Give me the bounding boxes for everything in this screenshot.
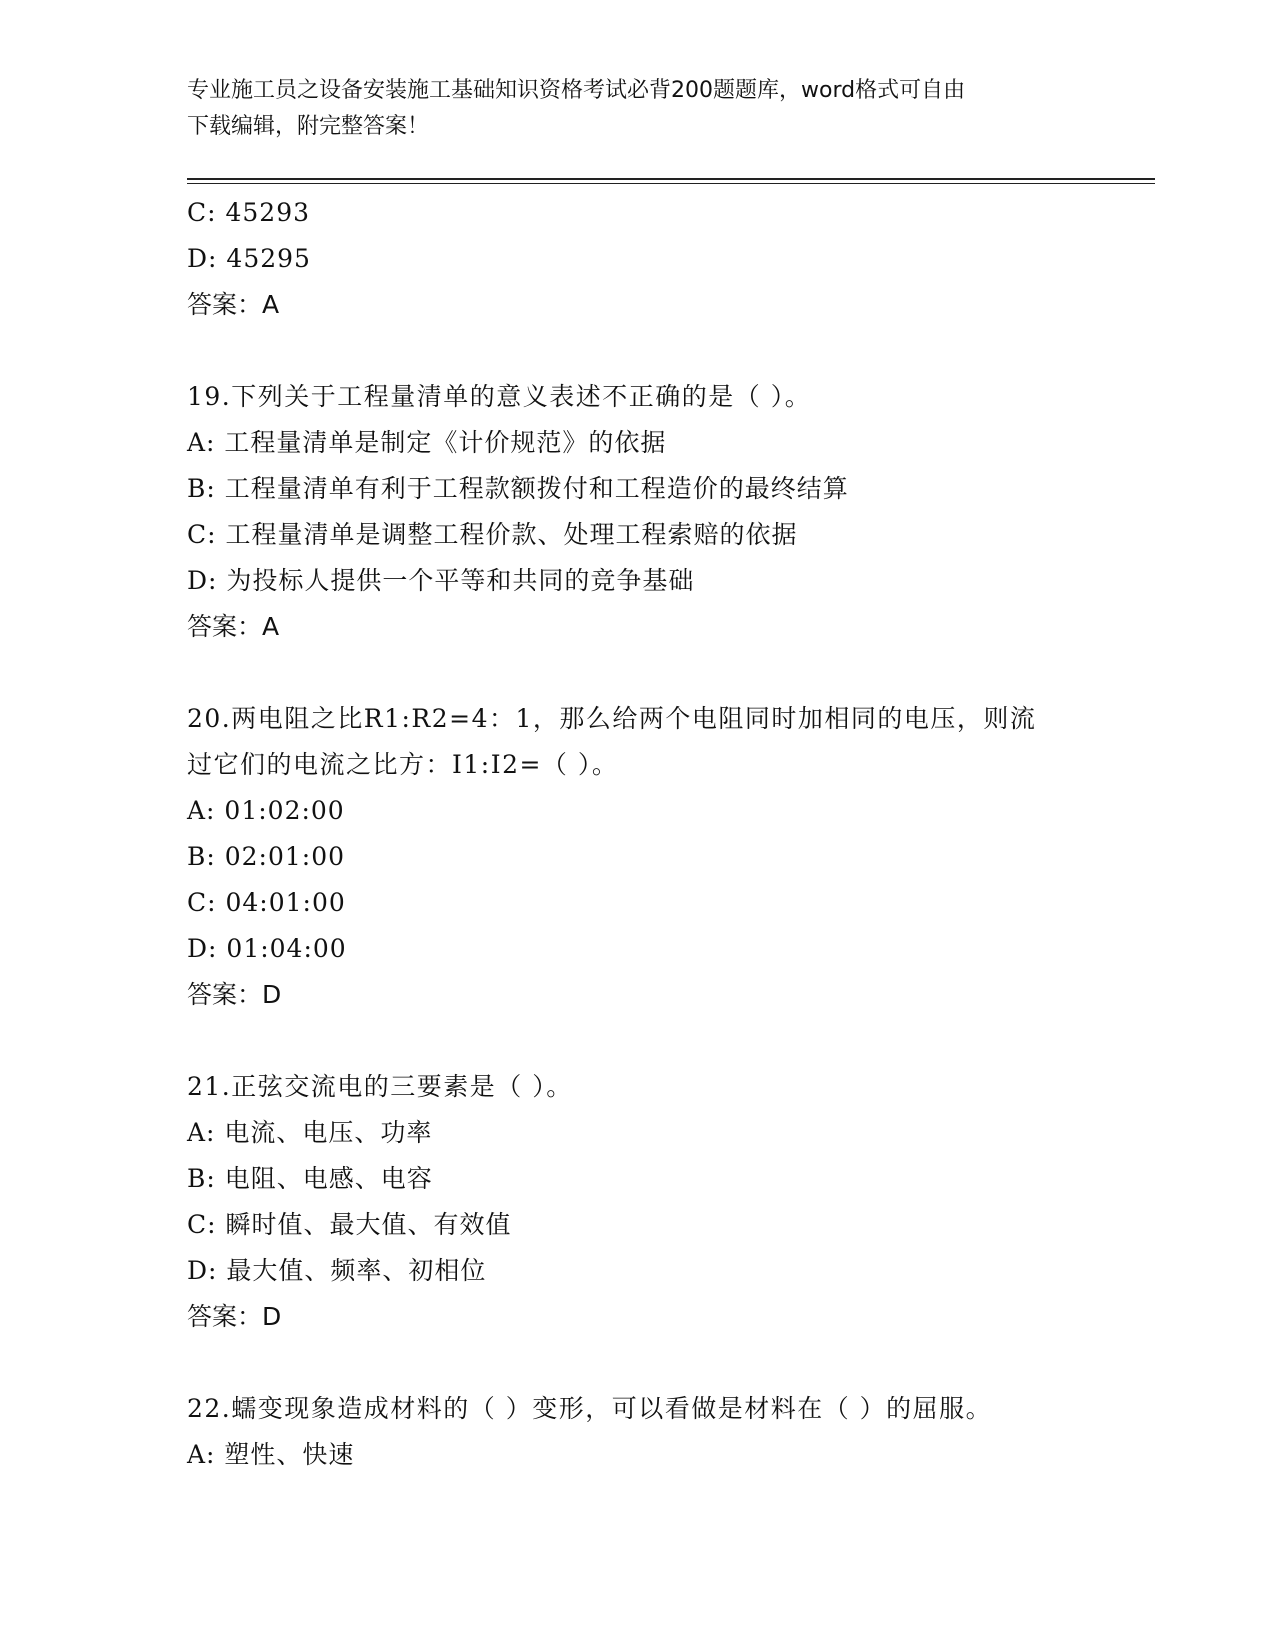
option-c: C: 工程量清单是调整工程价款、处理工程索赔的依据 [187, 520, 798, 549]
question-stem-line-2: 过它们的电流之比方：I1:I2=（ ）。 [187, 750, 619, 779]
option-a: A: 塑性、快速 [187, 1440, 355, 1469]
option-a: A: 01:02:00 [187, 796, 345, 825]
question-22 [187, 1386, 1155, 1478]
option-d: D: 为投标人提供一个平等和共同的竞争基础 [187, 566, 695, 595]
question-20 [187, 696, 1155, 1018]
option-d: D: 45295 [187, 244, 311, 273]
question-stem: 22.蠕变现象造成材料的（ ）变形，可以看做是材料在（ ）的屈服。 [187, 1394, 993, 1423]
question-list [187, 190, 1155, 1478]
header-divider-thick [187, 178, 1155, 180]
question-18-tail [187, 190, 1155, 328]
option-d: D: 最大值、频率、初相位 [187, 1256, 487, 1285]
answer-label: 答案：A [187, 290, 280, 319]
question-stem: 19.下列关于工程量清单的意义表述不正确的是（ ）。 [187, 382, 812, 411]
option-d: D: 01:04:00 [187, 934, 347, 963]
option-b: B: 02:01:00 [187, 842, 346, 871]
answer-label: 答案：D [187, 980, 282, 1009]
option-b: B: 工程量清单有利于工程款额拨付和工程造价的最终结算 [187, 474, 849, 503]
header-divider-thin [187, 183, 1155, 184]
option-c: C: 45293 [187, 198, 311, 227]
option-b: B: 电阻、电感、电容 [187, 1164, 433, 1193]
option-a: A: 电流、电压、功率 [187, 1118, 433, 1147]
option-a: A: 工程量清单是制定《计价规范》的依据 [187, 428, 667, 457]
question-21 [187, 1064, 1155, 1340]
header-title-line-1: 专业施工员之设备安装施工基础知识资格考试必背200题题库，word格式可自由 [187, 78, 966, 103]
header-title-line-2: 下载编辑，附完整答案！ [187, 114, 430, 139]
option-c: C: 04:01:00 [187, 888, 346, 917]
question-stem-line-1: 20.两电阻之比R1:R2=4：1，那么给两个电阻同时加相同的电压，则流 [187, 704, 1037, 733]
answer-label: 答案：D [187, 1302, 282, 1331]
document-header [187, 73, 1067, 145]
answer-label: 答案：A [187, 612, 280, 641]
option-c: C: 瞬时值、最大值、有效值 [187, 1210, 512, 1239]
question-stem: 21.正弦交流电的三要素是（ ）。 [187, 1072, 573, 1101]
question-19 [187, 374, 1155, 650]
